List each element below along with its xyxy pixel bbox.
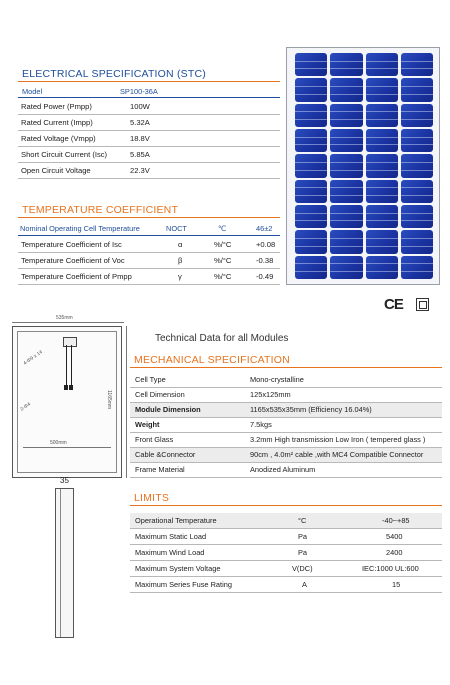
- solar-cell: [401, 53, 433, 76]
- limit-row: [130, 513, 442, 529]
- noct-unit: ℃: [218, 224, 227, 233]
- solar-cell: [295, 180, 327, 203]
- inner-width-dimension: 500mm: [50, 440, 67, 446]
- class-ii-icon: [416, 298, 429, 311]
- module-side-profile: [55, 488, 74, 638]
- solar-cell: [401, 205, 433, 228]
- solar-cell: [330, 53, 362, 76]
- mech-value: 125x125mm: [250, 390, 291, 399]
- mech-value: 90cm , 4.0m² cable ,with MC4 Compatible Connector: [250, 450, 424, 459]
- solar-cell: [366, 53, 398, 76]
- spec-label: Rated Current (Impp): [21, 118, 93, 127]
- solar-panel-image: [286, 47, 440, 285]
- solar-cell: [401, 256, 433, 279]
- limit-label: Operational Temperature: [135, 516, 217, 525]
- width-dim-line: [12, 322, 124, 323]
- mech-row: [130, 403, 442, 418]
- temp-symbol: β: [178, 256, 183, 265]
- limit-row: [130, 577, 442, 593]
- spec-value: 100W: [130, 102, 150, 111]
- limits-title: LIMITS: [134, 492, 170, 504]
- temp-label: Temperature Coefficient of Isc: [21, 240, 122, 249]
- noct-label: Nominal Operating Cell Temperature: [20, 224, 140, 233]
- limit-label: Maximum System Voltage: [135, 564, 221, 573]
- mech-label: Cable &Connector: [135, 450, 196, 459]
- solar-cell: [295, 53, 327, 76]
- spec-label: Open Circuit Voltage: [21, 166, 91, 175]
- mech-value: 3.2mm High transmission Low Iron ( tempered glass ): [250, 435, 426, 444]
- mech-row: [130, 373, 442, 388]
- header-divider: [18, 97, 280, 98]
- solar-cell: [401, 104, 433, 127]
- limit-value: 2400: [386, 548, 403, 557]
- temp-label: Temperature Coefficient of Pmpp: [21, 272, 132, 281]
- solar-cell: [295, 154, 327, 177]
- solar-cell: [401, 78, 433, 101]
- cable-line: [66, 345, 67, 387]
- limit-unit: V(DC): [292, 564, 313, 573]
- mech-label: Cell Type: [135, 375, 166, 384]
- spec-row: [18, 99, 280, 115]
- temp-value: -0.49: [256, 272, 274, 281]
- mech-label: Front Glass: [135, 435, 174, 444]
- connector: [69, 385, 73, 390]
- mech-value: 7.5kgs: [250, 420, 272, 429]
- noct-value: 46±2: [256, 224, 273, 233]
- temp-row: [18, 269, 280, 285]
- limit-unit: Pa: [298, 548, 308, 557]
- spec-row: [18, 115, 280, 131]
- limit-unit: Pa: [298, 532, 308, 541]
- solar-cell: [401, 230, 433, 253]
- model-value: SP100-36A: [120, 87, 158, 96]
- technical-data-title: Technical Data for all Modules: [155, 333, 289, 344]
- temp-unit: %/°C: [214, 272, 232, 281]
- limit-value: -40~+85: [382, 516, 410, 525]
- solar-cell: [366, 129, 398, 152]
- title-underline: [130, 505, 442, 506]
- mech-value: Anodized Aluminum: [250, 465, 316, 474]
- width-dimension: 535mm: [56, 315, 73, 321]
- solar-cell: [330, 180, 362, 203]
- cable-line: [71, 345, 72, 387]
- spec-row: [18, 163, 280, 179]
- solar-cell: [330, 256, 362, 279]
- height-dim-line: [126, 326, 127, 478]
- solar-cell: [295, 129, 327, 152]
- mech-label: Frame Material: [135, 465, 185, 474]
- spec-row: [18, 147, 280, 163]
- solar-cell: [330, 78, 362, 101]
- temp-row: [18, 253, 280, 269]
- limit-value: 5400: [386, 532, 403, 541]
- solar-cell: [295, 205, 327, 228]
- temp-symbol: γ: [178, 272, 182, 281]
- solar-cell: [401, 154, 433, 177]
- limit-unit: °C: [298, 516, 307, 525]
- height-dimension: 1165mm: [106, 390, 112, 410]
- mech-label: Weight: [135, 420, 160, 429]
- mech-value: Mono-crystalline: [250, 375, 304, 384]
- solar-cell: [401, 180, 433, 203]
- spec-value: 5.32A: [130, 118, 150, 127]
- temp-unit: %/°C: [214, 240, 232, 249]
- limit-row: [130, 529, 442, 545]
- solar-cell: [401, 129, 433, 152]
- title-underline: [130, 367, 442, 368]
- connector: [64, 385, 68, 390]
- hole-dimension: 4-Φ9 x 14: [22, 349, 44, 367]
- temp-value: -0.38: [256, 256, 274, 265]
- title-underline: [18, 81, 280, 82]
- mech-row: [130, 418, 442, 433]
- limit-unit: A: [302, 580, 307, 589]
- solar-cell: [330, 205, 362, 228]
- mech-label: Cell Dimension: [135, 390, 185, 399]
- solar-cell: [295, 78, 327, 101]
- solar-cell: [366, 256, 398, 279]
- spec-value: 18.8V: [130, 134, 150, 143]
- model-label: Model: [22, 87, 43, 96]
- spec-label: Rated Voltage (Vmpp): [21, 134, 96, 143]
- mechanical-title: MECHANICAL SPECIFICATION: [134, 354, 290, 366]
- solar-cell-grid: [295, 53, 433, 279]
- solar-cell: [366, 180, 398, 203]
- limit-label: Maximum Series Fuse Rating: [135, 580, 232, 589]
- limit-label: Maximum Wind Load: [135, 548, 205, 557]
- spec-label: Short Circuit Current (Isc): [21, 150, 108, 159]
- temperature-title: TEMPERATURE COEFFICIENT: [22, 204, 179, 216]
- spec-value: 5.85A: [130, 150, 150, 159]
- hole-dimension: 2-Φ4: [19, 401, 32, 413]
- temp-unit: %/°C: [214, 256, 232, 265]
- mech-row: [130, 463, 442, 478]
- solar-cell: [366, 230, 398, 253]
- solar-cell: [330, 104, 362, 127]
- limit-row: [130, 561, 442, 577]
- mech-row: [130, 448, 442, 463]
- noct-symbol: NOCT: [166, 224, 187, 233]
- solar-cell: [330, 154, 362, 177]
- spec-row: [18, 131, 280, 147]
- header-divider: [18, 235, 280, 236]
- temp-label: Temperature Coefficient of Voc: [21, 256, 125, 265]
- limit-value: 15: [392, 580, 401, 589]
- electrical-spec-title: ELECTRICAL SPECIFICATION (STC): [22, 68, 206, 80]
- solar-cell: [366, 104, 398, 127]
- solar-cell: [330, 129, 362, 152]
- mech-row: [130, 388, 442, 403]
- solar-cell: [366, 154, 398, 177]
- spec-label: Rated Power (Pmpp): [21, 102, 92, 111]
- limit-label: Maximum Static Load: [135, 532, 207, 541]
- limit-row: [130, 545, 442, 561]
- ce-mark-icon: CE: [384, 296, 403, 313]
- temp-row: [18, 237, 280, 253]
- solar-cell: [295, 104, 327, 127]
- solar-cell: [295, 230, 327, 253]
- depth-dimension: 35: [60, 476, 69, 485]
- solar-cell: [366, 205, 398, 228]
- solar-cell: [330, 230, 362, 253]
- temp-symbol: α: [178, 240, 183, 249]
- mech-label: Module Dimension: [135, 405, 201, 414]
- mech-row: [130, 433, 442, 448]
- spec-value: 22.3V: [130, 166, 150, 175]
- title-underline: [18, 217, 280, 218]
- limit-value: IEC:1000 UL:600: [362, 564, 419, 573]
- inner-dim-line: [23, 447, 111, 448]
- solar-cell: [366, 78, 398, 101]
- solar-cell: [295, 256, 327, 279]
- temp-value: +0.08: [256, 240, 276, 249]
- mech-value: 1165x535x35mm (Efficiency 16.04%): [250, 405, 372, 414]
